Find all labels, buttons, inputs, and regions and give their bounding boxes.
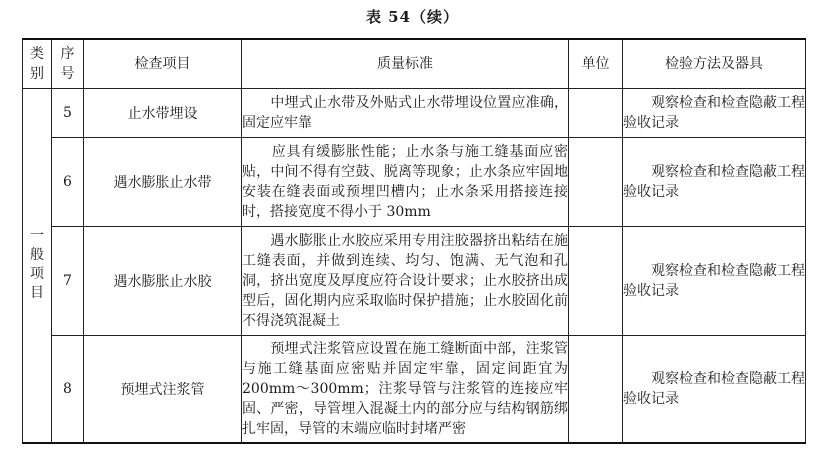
unit-cell bbox=[569, 335, 623, 443]
standard-cell: 预埋式注浆管应设置在施工缝断面中部，注浆管与施工缝基面应密贴并固定牢靠，固定间距宜为 200mm～300mm；注浆导管与注浆管的连接应牢固、严密，导管埋入混凝土内的部分应与结构钢筋绑扎牢固，导管的末端应临时封堵严密 bbox=[242, 335, 569, 443]
item-cell: 预埋式注浆管 bbox=[84, 335, 242, 443]
header-item: 检查项目 bbox=[84, 39, 242, 88]
header-standard: 质量标准 bbox=[242, 39, 569, 88]
method-cell: 观察检查和检查隐蔽工程验收记录 bbox=[623, 335, 806, 443]
table-row bbox=[23, 137, 806, 226]
header-unit: 单位 bbox=[569, 39, 623, 88]
table-row bbox=[23, 335, 806, 443]
table-row bbox=[23, 88, 806, 137]
header-seq: 序号 bbox=[52, 39, 84, 88]
category-label: 一般项目 bbox=[30, 228, 44, 302]
item-cell: 止水带埋设 bbox=[84, 88, 242, 137]
standard-cell: 应具有缓膨胀性能；止水条与施工缝基面应密贴，中间不得有空鼓、脱离等现象；止水条应牢固地安装在缝表面或预埋凹槽内；止水条采用搭接连接时，搭接宽度不得小于 30mm bbox=[242, 137, 569, 226]
header-category: 类别 bbox=[23, 39, 52, 88]
method-cell: 观察检查和检查隐蔽工程验收记录 bbox=[623, 226, 806, 335]
table-row bbox=[23, 226, 806, 335]
unit-cell bbox=[569, 226, 623, 335]
unit-cell bbox=[569, 137, 623, 226]
item-cell: 遇水膨胀止水带 bbox=[84, 137, 242, 226]
method-cell: 观察检查和检查隐蔽工程验收记录 bbox=[623, 137, 806, 226]
seq-cell: 6 bbox=[52, 137, 84, 226]
seq-cell: 7 bbox=[52, 226, 84, 335]
header-row bbox=[23, 39, 806, 88]
standard-cell: 中埋式止水带及外贴式止水带埋设位置应准确，固定应牢靠 bbox=[242, 88, 569, 137]
seq-cell: 5 bbox=[52, 88, 84, 137]
header-method: 检验方法及器具 bbox=[623, 39, 806, 88]
method-cell: 观察检查和检查隐蔽工程验收记录 bbox=[623, 88, 806, 137]
standard-cell: 遇水膨胀止水胶应采用专用注胶器挤出粘结在施工缝表面，并做到连续、均匀、饱满、无气泡和孔洞，挤出宽度及厚度应符合设计要求；止水胶挤出成型后，固化期内应采取临时保护措施；止水胶固化前不得浇筑混凝土 bbox=[242, 226, 569, 335]
inspection-table bbox=[22, 38, 806, 444]
item-cell: 遇水膨胀止水胶 bbox=[84, 226, 242, 335]
category-cell bbox=[23, 88, 52, 443]
seq-cell: 8 bbox=[52, 335, 84, 443]
table-title: 表 54（续） bbox=[365, 8, 460, 26]
unit-cell bbox=[569, 88, 623, 137]
